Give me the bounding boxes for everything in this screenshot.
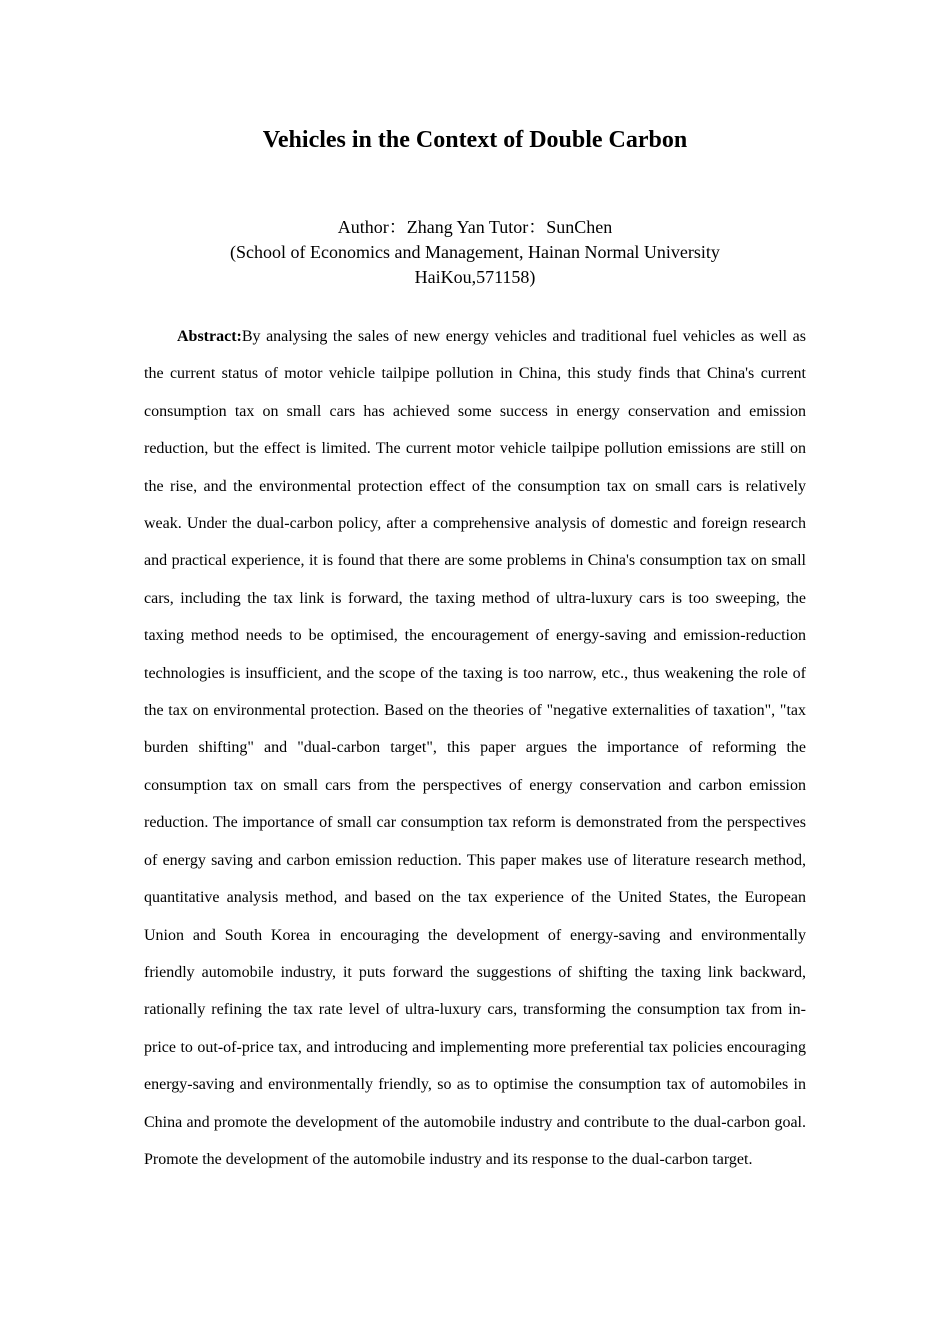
author-line: Author：Zhang Yan Tutor：SunChen [337,217,613,237]
affiliation-line: (School of Economics and Management, Hainan Normal University [230,242,720,262]
author-block [0,215,950,290]
abstract-paragraph [144,318,806,1178]
affiliation-city-line: HaiKou,571158) [414,267,536,287]
paper-title: Vehicles in the Context of Double Carbon [262,127,688,153]
abstract-text: By analysing the sales of new energy vehicles and traditional fuel vehicles as well as the current status of motor vehicle tailpipe pollution in China, this study finds that China's current consumption tax on small cars has achieved some success in energy conservation and emission reduction, but the effect is limited. The current motor vehicle tailpipe pollution emissions are still on the rise, and the environmental protection effect of the consumption tax on small cars is relatively weak. Under the dual-carbon policy, after a comprehensive analysis of domestic and foreign research and practical experience, it is found that there are some problems in China's consumption tax on small cars, including the tax link is forward, the taxing method of ultra-luxury cars is too sweeping, the taxing method needs to be optimised, the encouragement of energy-saving and emission-reduction technologies is insufficient, and the scope of the taxing is too narrow, etc., thus weakening the role of the tax on environmental protection. Based on the theories of "negative externalities of taxation", "tax burden shifting" and "dual-carbon target", this paper argues the importance of reforming the consumption tax on small cars from the perspectives of energy conservation and carbon emission reduction. The importance of small car consumption tax reform is demonstrated from the perspectives of energy saving and carbon emission reduction. This paper makes use of literature research method, quantitative analysis method, and based on the tax experience of the United States, the European Union and South Korea in encouraging the development of energy-saving and environmentally friendly automobile industry, it puts forward the suggestions of shifting the taxing link backward, rationally refining the tax rate level of ultra-luxury cars, transforming the consumption tax from in-price to out-of-price tax, and introducing and implementing more preferential tax policies encouraging energy-saving and environmentally friendly, so as to optimise the consumption tax of automobiles in China and promote the development of the automobile industry and contribute to the dual-carbon goal. Promote the development of the automobile industry and its response to the dual-carbon target. [144,328,806,1168]
abstract-label: Abstract: [177,328,242,345]
